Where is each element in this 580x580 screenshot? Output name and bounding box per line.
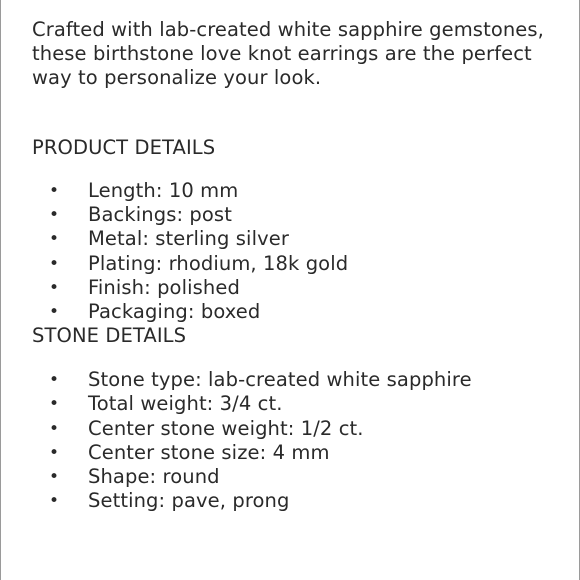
bullet-icon: •	[49, 491, 60, 512]
product-detail-text: Packaging: boxed	[88, 299, 261, 323]
stone-detail-text: Center stone weight: 1/2 ct.	[88, 416, 364, 440]
bullet-icon: •	[49, 466, 60, 487]
stone-detail-text: Shape: round	[88, 464, 220, 488]
bullet-icon: •	[49, 205, 60, 226]
list-item	[32, 489, 562, 513]
list-item	[32, 441, 562, 465]
stone-detail-text: Stone type: lab-created white sapphire	[88, 368, 472, 392]
list-item	[32, 276, 562, 300]
product-detail-text: Finish: polished	[88, 275, 240, 299]
bullet-icon: •	[49, 301, 60, 322]
list-item	[32, 368, 562, 392]
product-details-list	[32, 179, 562, 324]
stone-detail-text: Total weight: 3/4 ct.	[88, 392, 283, 416]
product-detail-text: Plating: rhodium, 18k gold	[88, 251, 349, 275]
list-item	[32, 252, 562, 276]
bullet-icon: •	[49, 253, 60, 274]
product-details-heading: PRODUCT DETAILS	[32, 136, 216, 159]
stone-detail-text: Center stone size: 4 mm	[88, 440, 330, 464]
list-item	[32, 417, 562, 441]
product-detail-text: Length: 10 mm	[88, 179, 239, 202]
bullet-icon: •	[49, 418, 60, 439]
bullet-icon: •	[49, 181, 60, 201]
list-item	[32, 179, 562, 203]
bullet-icon: •	[49, 370, 60, 391]
stone-details-list	[32, 368, 562, 513]
stone-details-heading: STONE DETAILS	[32, 324, 187, 348]
list-item	[32, 392, 562, 416]
list-item	[32, 203, 562, 227]
description-text: Crafted with lab-created white sapphire gemstones, these birthstone love knot earrings are the perfect way to personalize your look.	[32, 18, 544, 89]
list-item	[32, 300, 562, 324]
bullet-icon: •	[49, 277, 60, 298]
product-detail-text: Metal: sterling silver	[88, 227, 289, 251]
bullet-icon: •	[49, 229, 60, 250]
bullet-icon: •	[49, 394, 60, 415]
list-item	[32, 465, 562, 489]
bullet-icon: •	[49, 442, 60, 463]
list-item	[32, 227, 562, 251]
stone-detail-text: Setting: pave, prong	[88, 489, 290, 513]
product-description-panel	[32, 18, 562, 513]
product-detail-text: Backings: post	[88, 203, 232, 227]
